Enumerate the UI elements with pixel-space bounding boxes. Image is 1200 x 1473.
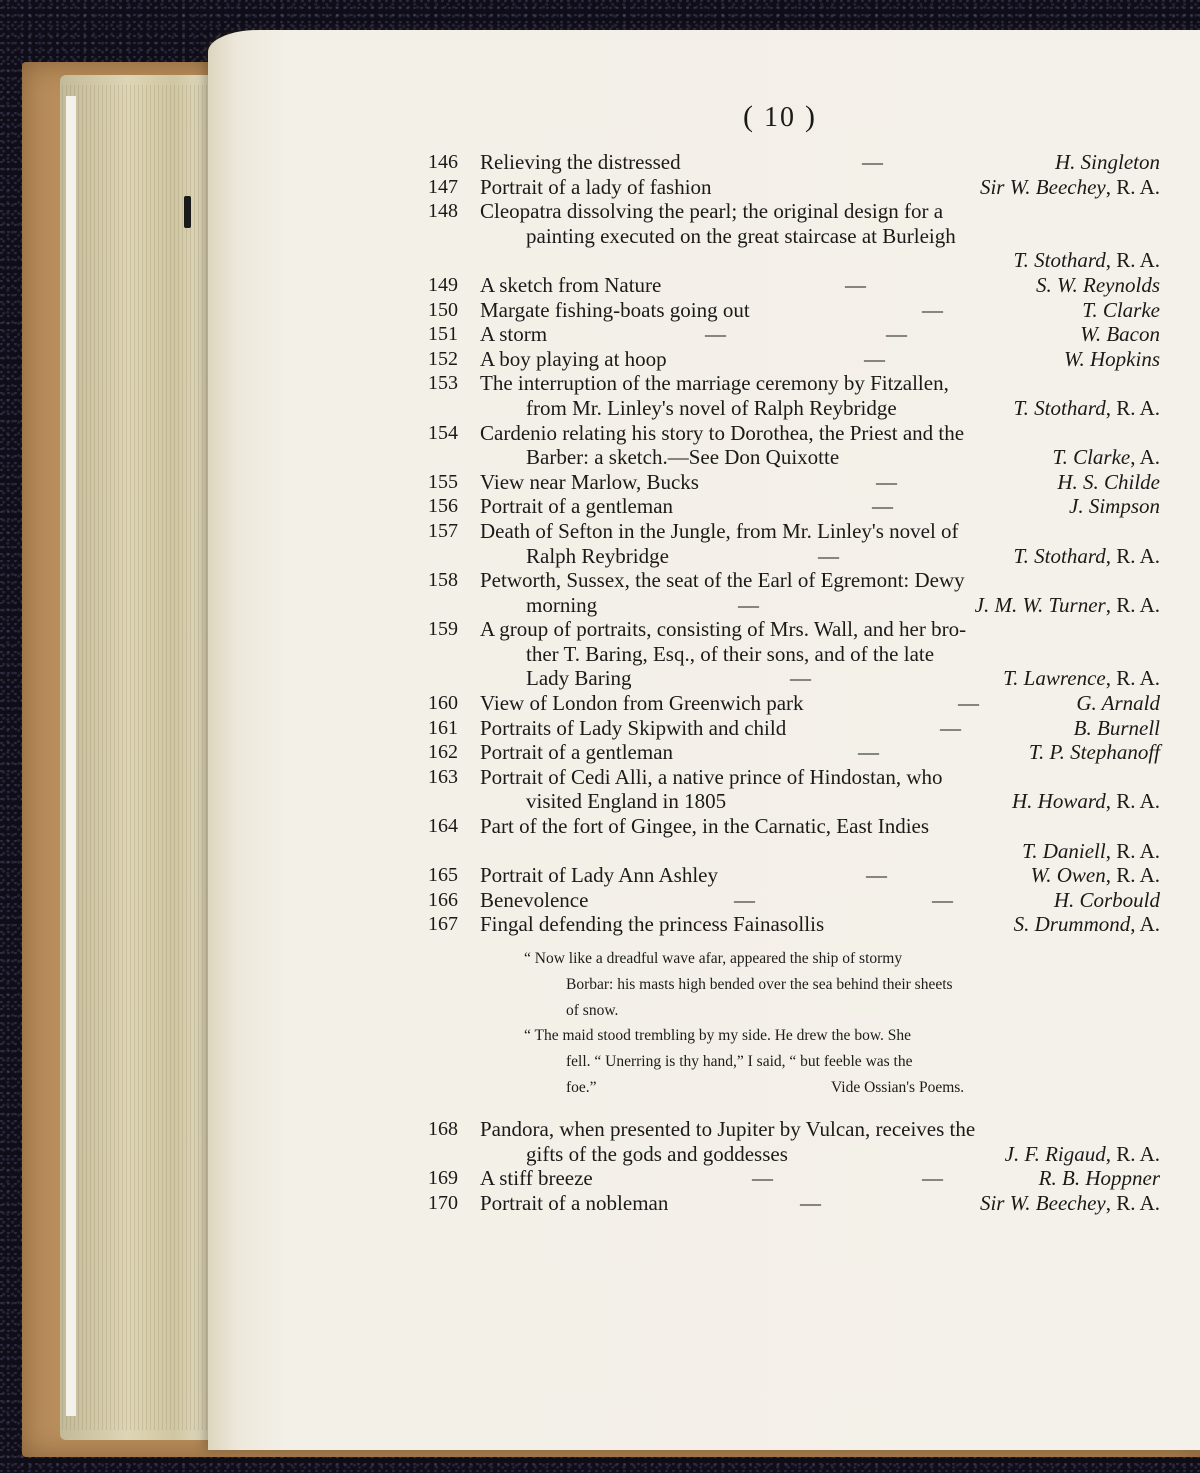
catalogue-line	[0, 470, 1200, 495]
entry-number: 151	[428, 323, 458, 346]
entry-number: 160	[428, 692, 458, 715]
entry-title: Portrait of a nobleman	[480, 1190, 669, 1215]
separator-dash: —	[958, 691, 979, 716]
quotation-source: Vide Ossian's Poems.	[831, 1078, 965, 1096]
separator-dash: —	[886, 322, 907, 347]
academy-rank: , R. A.	[1105, 1141, 1160, 1166]
separator-dash: —	[864, 346, 885, 371]
separator-dash: —	[866, 863, 887, 888]
entry-title-continued: visited England in 1805	[526, 789, 727, 814]
page-number: ( 10 )	[743, 100, 817, 133]
quotation-text: Borbar: his masts high bended over the sea behind their sheets	[566, 975, 953, 993]
academy-rank: , R. A.	[1105, 1190, 1160, 1215]
artist-name: J. Simpson	[1069, 494, 1160, 519]
artist-credit	[1057, 470, 1160, 495]
entry-number: 166	[428, 888, 458, 911]
artist-credit	[1069, 494, 1160, 519]
entry-title: View of London from Greenwich park	[480, 691, 804, 716]
catalogue-list-continued	[0, 1117, 1200, 1215]
entry-title: A stiff breeze	[480, 1166, 593, 1191]
academy-rank: , A.	[1130, 445, 1160, 470]
entry-number: 152	[428, 347, 458, 370]
entry-title: Death of Sefton in the Jungle, from Mr. Linley's novel of	[480, 518, 959, 543]
entry-title: Portrait of Lady Ann Ashley	[480, 863, 718, 888]
entry-number: 162	[428, 741, 458, 764]
catalogue-line	[0, 150, 1200, 175]
artist-credit	[1031, 863, 1160, 888]
quotation-text: “ The maid stood trembling by my side. He drew the bow. She	[524, 1027, 912, 1045]
artist-credit	[1014, 544, 1160, 569]
entry-title: Portrait of a lady of fashion	[480, 174, 712, 199]
catalogue-line	[0, 347, 1200, 372]
entry-title: A boy playing at hoop	[480, 346, 667, 371]
artist-name: G. Arnald	[1076, 691, 1160, 716]
artist-name: J. F. Rigaud	[1004, 1141, 1106, 1166]
catalogue-line	[0, 839, 1200, 864]
catalogue-line	[0, 740, 1200, 765]
catalogue-line	[0, 445, 1200, 470]
separator-dash: —	[922, 297, 943, 322]
catalogue-line	[0, 814, 1200, 839]
academy-rank: , R. A.	[1105, 838, 1160, 863]
entry-number: 170	[428, 1191, 458, 1214]
separator-dash: —	[818, 543, 839, 568]
separator-dash: —	[790, 666, 811, 691]
catalogue-line	[0, 1142, 1200, 1167]
separator-dash: —	[876, 469, 897, 494]
artist-name: T. Stothard	[1013, 248, 1106, 273]
artist-name: T. P. Stephanoff	[1028, 740, 1160, 765]
catalogue-line	[0, 888, 1200, 913]
entry-title: Fingal defending the princess Fainasollis	[480, 912, 825, 937]
catalogue-line	[0, 716, 1200, 741]
entry-title: Portrait of a gentleman	[480, 740, 674, 765]
artist-credit	[1003, 666, 1160, 691]
catalogue-line	[0, 544, 1200, 569]
page-number-value: 10	[764, 102, 796, 133]
artist-credit	[1014, 396, 1160, 421]
entry-title: A sketch from Nature	[480, 272, 662, 297]
separator-dash: —	[922, 1166, 943, 1191]
artist-credit	[1055, 150, 1160, 175]
artist-credit	[980, 175, 1160, 200]
artist-name: S. W. Reynolds	[1035, 272, 1160, 297]
academy-rank: , R. A.	[1105, 174, 1160, 199]
entry-title: The interruption of the marriage ceremony by Fitzallen,	[480, 371, 949, 396]
entry-number: 154	[428, 421, 458, 444]
separator-dash: —	[738, 592, 759, 617]
artist-name: Sir W. Beechey	[979, 1190, 1106, 1215]
separator-dash: —	[845, 272, 866, 297]
artist-credit	[1082, 298, 1160, 323]
quotation-text: foe.”	[566, 1078, 597, 1096]
catalogue-line	[0, 1166, 1200, 1191]
separator-dash: —	[734, 887, 755, 912]
artist-credit	[1005, 1142, 1160, 1167]
entry-number: 167	[428, 913, 458, 936]
quotation-text: “ Now like a dreadful wave afar, appeared the ship of stormy	[524, 950, 903, 967]
separator-dash: —	[940, 715, 961, 740]
entry-title-continued: ther T. Baring, Esq., of their sons, and of the late	[526, 641, 935, 666]
entry-title: Cardenio relating his story to Dorothea, the Priest and the	[480, 420, 965, 445]
catalogue-list	[0, 150, 1200, 937]
separator-dash: —	[705, 322, 726, 347]
academy-rank: , R. A.	[1105, 592, 1160, 617]
artist-name: B. Burnell	[1073, 715, 1160, 740]
catalogue-line	[0, 765, 1200, 790]
entry-number: 164	[428, 815, 458, 838]
artist-credit	[1076, 691, 1160, 716]
entry-number: 149	[428, 273, 458, 296]
artist-name: Sir W. Beechey	[979, 174, 1106, 199]
quotation-text: fell. “ Unerring is thy hand,” I said, “ but feeble was the	[566, 1053, 913, 1071]
entry-title: Portrait of a gentleman	[480, 494, 674, 519]
academy-rank: , A.	[1130, 912, 1160, 937]
entry-title: View near Marlow, Bucks	[480, 469, 699, 494]
separator-dash: —	[800, 1190, 821, 1215]
artist-name: T. Clarke	[1052, 445, 1131, 470]
entry-number: 155	[428, 470, 458, 493]
entry-title-continued: from Mr. Linley's novel of Ralph Reybridge	[526, 395, 897, 420]
artist-name: R. B. Hoppner	[1038, 1166, 1160, 1191]
artist-name: H. Corbould	[1053, 887, 1160, 912]
entry-title: Relieving the distressed	[480, 150, 681, 174]
academy-rank: , R. A.	[1105, 248, 1160, 273]
catalogue-line	[0, 224, 1200, 249]
artist-credit	[1014, 912, 1160, 937]
entry-number: 161	[428, 716, 458, 739]
entry-number: 148	[428, 200, 458, 223]
artist-credit	[980, 1191, 1160, 1216]
catalogue-line	[0, 494, 1200, 519]
entry-title: Margate fishing-boats going out	[480, 297, 750, 322]
catalogue-line	[0, 568, 1200, 593]
catalogue-line	[0, 371, 1200, 396]
entry-number: 158	[428, 569, 458, 592]
academy-rank: , R. A.	[1105, 666, 1160, 691]
entry-title-continued: Lady Baring	[526, 666, 632, 691]
catalogue-line	[0, 912, 1200, 937]
catalogue-line	[0, 199, 1200, 224]
separator-dash: —	[858, 740, 879, 765]
artist-credit	[1052, 445, 1160, 470]
artist-credit	[1039, 1166, 1160, 1191]
entry-title: A group of portraits, consisting of Mrs. Wall, and her bro-	[480, 617, 967, 642]
artist-name: W. Hopkins	[1063, 346, 1160, 371]
entry-title-continued: Barber: a sketch.—See Don Quixotte	[526, 445, 840, 470]
artist-name: W. Bacon	[1080, 322, 1160, 347]
entry-number: 150	[428, 298, 458, 321]
catalogue-line	[0, 863, 1200, 888]
entry-number: 146	[428, 151, 458, 173]
catalogue-line	[0, 175, 1200, 200]
catalogue-line	[0, 248, 1200, 273]
artist-name: H. Howard	[1012, 789, 1106, 814]
artist-credit	[1012, 789, 1160, 814]
artist-credit	[975, 593, 1160, 618]
separator-dash: —	[872, 494, 893, 519]
entry-title: Cleopatra dissolving the pearl; the original design for a	[480, 199, 944, 224]
catalogue-line	[0, 1117, 1200, 1142]
entry-number: 163	[428, 765, 458, 788]
entry-number: 168	[428, 1118, 458, 1140]
artist-name: T. Lawrence	[1003, 666, 1106, 691]
artist-credit	[1036, 273, 1160, 298]
artist-name: W. Owen	[1030, 863, 1106, 888]
entry-number: 169	[428, 1167, 458, 1190]
catalogue-line	[0, 593, 1200, 618]
catalogue-line	[0, 642, 1200, 667]
artist-credit	[1064, 347, 1160, 372]
artist-credit	[1080, 322, 1160, 347]
artist-credit	[1074, 716, 1160, 741]
entry-number: 159	[428, 618, 458, 641]
entry-title: Portrait of Cedi Alli, a native prince of Hindostan, who	[480, 764, 943, 789]
catalogue-line	[0, 421, 1200, 446]
academy-rank: , R. A.	[1105, 789, 1160, 814]
catalogue-line	[0, 617, 1200, 642]
separator-dash: —	[862, 150, 883, 174]
entry-title-continued: Ralph Reybridge	[526, 543, 669, 568]
artist-name: H. Singleton	[1055, 150, 1160, 174]
entry-number: 157	[428, 519, 458, 542]
catalogue-line	[0, 1191, 1200, 1216]
artist-credit	[1029, 740, 1160, 765]
entry-title: Petworth, Sussex, the seat of the Earl of Egremont: Dewy	[480, 568, 965, 593]
artist-name: T. Stothard	[1013, 543, 1106, 568]
artist-name: T. Daniell	[1022, 838, 1106, 863]
catalogue-line	[0, 298, 1200, 323]
entry-title: Benevolence	[480, 887, 589, 912]
artist-name: S. Drummond	[1013, 912, 1131, 937]
artist-credit	[1014, 248, 1160, 273]
entry-title-continued: morning	[526, 592, 598, 617]
artist-credit	[1022, 839, 1160, 864]
quotation-text: of snow.	[566, 1001, 619, 1019]
entry-title-continued: gifts of the gods and goddesses	[526, 1141, 788, 1166]
catalogue-line	[0, 273, 1200, 298]
separator-dash: —	[932, 887, 953, 912]
academy-rank: , R. A.	[1105, 395, 1160, 420]
entry-title: Part of the fort of Gingee, in the Carnatic, East Indies	[480, 814, 930, 839]
academy-rank: , R. A.	[1105, 863, 1160, 888]
academy-rank: , R. A.	[1105, 543, 1160, 568]
entry-number: 165	[428, 864, 458, 887]
entry-title: A storm	[480, 322, 548, 347]
artist-name: H. S. Childe	[1057, 469, 1160, 494]
entry-title: Portraits of Lady Skipwith and child	[480, 715, 787, 740]
catalogue-line	[0, 666, 1200, 691]
entry-number: 156	[428, 495, 458, 518]
catalogue-line	[0, 396, 1200, 421]
catalogue-line	[0, 789, 1200, 814]
artist-credit	[1054, 888, 1160, 913]
catalogue-line	[0, 691, 1200, 716]
artist-name: T. Stothard	[1013, 395, 1106, 420]
artist-name: J. M. W. Turner	[974, 592, 1106, 617]
catalogue-line	[0, 322, 1200, 347]
catalogue-line	[0, 519, 1200, 544]
entry-title: Pandora, when presented to Jupiter by Vulcan, receives the	[480, 1117, 976, 1141]
entry-title-continued: painting executed on the great staircase at Burleigh	[526, 223, 956, 248]
artist-name: T. Clarke	[1082, 297, 1160, 322]
entry-number: 153	[428, 372, 458, 395]
separator-dash: —	[752, 1166, 773, 1191]
entry-number: 147	[428, 175, 458, 198]
